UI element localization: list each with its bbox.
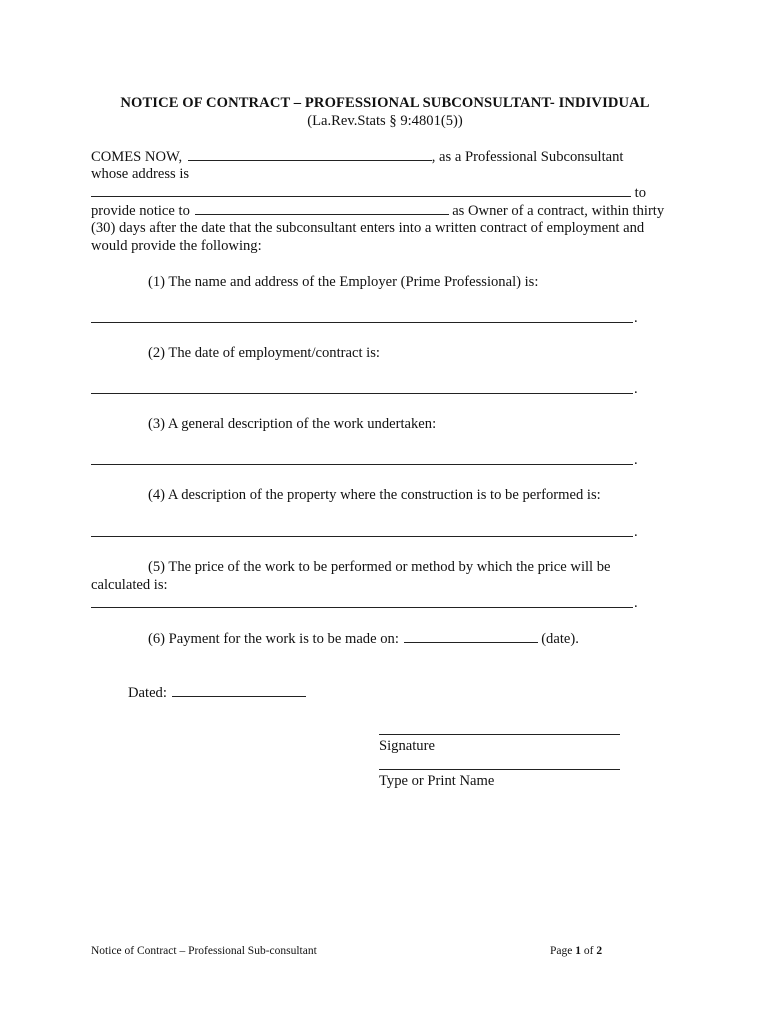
payment-label: (6) Payment for the work is to be made on: <box>148 631 399 647</box>
print-name-blank[interactable] <box>379 769 620 770</box>
comes-now-text: COMES NOW, <box>91 149 183 165</box>
item-2-label: (2) The date of employment/contract is: <box>148 345 380 361</box>
page-number <box>550 945 602 957</box>
intro-line-4 <box>91 201 664 220</box>
item-3-blank[interactable] <box>91 464 633 465</box>
of-word: of <box>583 945 594 957</box>
signature-blank[interactable] <box>379 734 620 735</box>
item-5-label: (5) The price of the work to be performed or method by which the price will be <box>148 559 611 575</box>
item-2-period: . <box>634 381 638 397</box>
item-5-period: . <box>634 595 638 611</box>
as-owner-text: as Owner of a contract, within thirty <box>452 203 665 219</box>
whose-address-text: whose address is <box>91 166 190 182</box>
item-1-label: (1) The name and address of the Employer (Prime Professional) is: <box>148 274 539 290</box>
item-1-period: . <box>634 310 638 326</box>
provide-notice-text: provide notice to <box>91 203 190 219</box>
page-word: Page <box>550 945 573 957</box>
item-6-line <box>148 629 579 648</box>
item-4-blank[interactable] <box>91 536 633 537</box>
dated-label: Dated: <box>128 685 167 701</box>
intro-line-6: would provide the following: <box>91 238 262 254</box>
print-name-label: Type or Print Name <box>379 773 495 789</box>
item-1-blank[interactable] <box>91 322 633 323</box>
to-text: to <box>634 185 647 201</box>
payment-suffix: (date). <box>541 631 579 647</box>
footer-title: Notice of Contract – Professional Sub-consultant <box>91 945 317 957</box>
item-3-label: (3) A general description of the work undertaken: <box>148 416 437 432</box>
address-blank[interactable] <box>91 183 631 197</box>
item-5-label-cont: calculated is: <box>91 577 168 593</box>
item-2-blank[interactable] <box>91 393 633 394</box>
intro-line-5: (30) days after the date that the subconsultant enters into a written contract of employment and <box>91 220 645 236</box>
as-professional-text: , as a Professional Subconsultant <box>431 149 624 165</box>
signature-label: Signature <box>379 738 435 754</box>
dated-blank[interactable] <box>172 683 306 697</box>
page-current: 1 <box>575 945 581 957</box>
item-5-blank[interactable] <box>91 607 633 608</box>
document-title: NOTICE OF CONTRACT – PROFESSIONAL SUBCONSULTANT- INDIVIDUAL <box>120 95 650 111</box>
consultant-name-blank[interactable] <box>188 147 432 161</box>
intro-line-1 <box>91 147 623 166</box>
page-total: 2 <box>596 945 603 957</box>
dated-line <box>128 683 306 702</box>
item-4-label: (4) A description of the property where the construction is to be performed is: <box>148 487 601 503</box>
owner-name-blank[interactable] <box>195 201 449 215</box>
item-3-period: . <box>634 452 638 468</box>
payment-date-blank[interactable] <box>404 629 538 643</box>
intro-line-3 <box>91 183 646 202</box>
statute-reference: (La.Rev.Stats § 9:4801(5)) <box>307 113 463 129</box>
item-4-period: . <box>634 524 638 540</box>
